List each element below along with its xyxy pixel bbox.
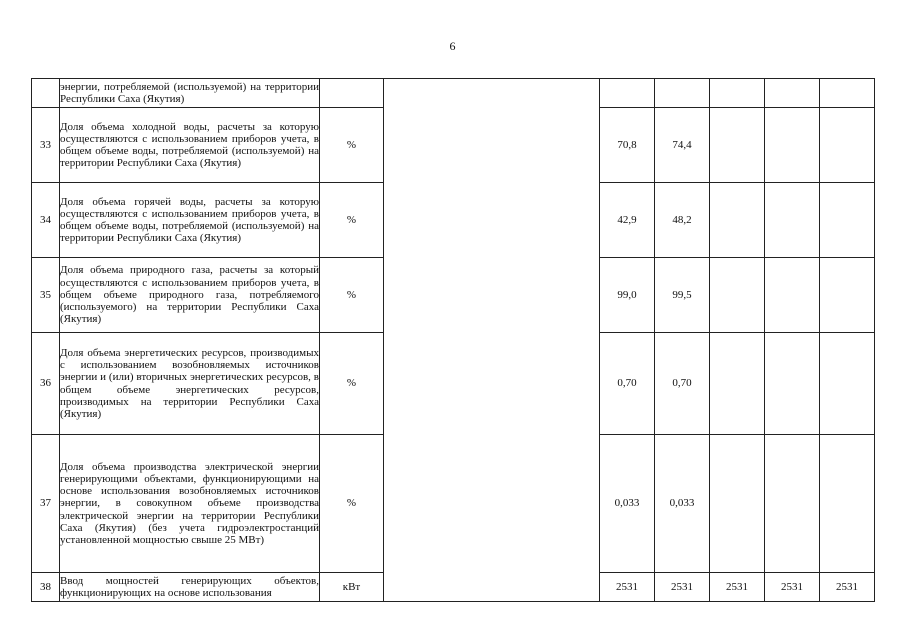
row-number [32,79,60,108]
value-cell [765,435,820,573]
value-cell [820,258,875,333]
value-cell [384,79,600,602]
row-number: 38 [32,573,60,602]
indicator-description: Доля объема холодной воды, расчеты за которую осуществляются с использованием приборов учета, в общем объеме воды, потребляемой (используемой) на территории Республики Саха (Якутия) [60,108,320,183]
value-cell: 2531 [600,573,655,602]
unit-cell: % [320,258,384,333]
unit-cell: кВт [320,573,384,602]
value-cell [710,333,765,435]
value-cell: 70,8 [600,108,655,183]
table-row [32,79,875,108]
value-cell: 2531 [765,573,820,602]
value-cell [600,79,655,108]
row-number: 36 [32,333,60,435]
value-cell [765,258,820,333]
value-cell [765,108,820,183]
value-cell: 99,5 [655,258,710,333]
indicator-description: Доля объема горячей воды, расчеты за которую осуществляются с использованием приборов учета, в общем объеме воды, потребляемой (используемой) на территории Республики Саха (Якутия) [60,183,320,258]
value-cell: 2531 [710,573,765,602]
unit-cell: % [320,333,384,435]
value-cell [710,79,765,108]
unit-cell: % [320,108,384,183]
value-cell [710,258,765,333]
value-cell: 0,033 [600,435,655,573]
page-number: 6 [449,39,456,53]
row-number: 33 [32,108,60,183]
value-cell [765,79,820,108]
unit-cell: % [320,183,384,258]
value-cell: 0,70 [600,333,655,435]
table-body [32,79,875,602]
value-cell: 0,70 [655,333,710,435]
value-cell: 99,0 [600,258,655,333]
value-cell: 74,4 [655,108,710,183]
unit-cell: % [320,435,384,573]
indicator-table [31,78,875,602]
value-cell [765,183,820,258]
value-cell [655,79,710,108]
value-cell: 42,9 [600,183,655,258]
row-number: 35 [32,258,60,333]
value-cell: 2531 [820,573,875,602]
value-cell: 2531 [655,573,710,602]
value-cell [820,183,875,258]
value-cell [820,108,875,183]
value-cell [710,108,765,183]
value-cell [765,333,820,435]
indicator-description: Доля объема энергетических ресурсов, производимых с использованием возобновляемых источников энергии и (или) вторичных энергетических ресурсов, в общем объеме энергетических ресурсов, производимых на территории Республики Саха (Якутия) [60,333,320,435]
indicator-description: Доля объема производства электрической энергии генерирующими объектами, функционирующими на основе использования возобновляемых источников энергии, в совокупном объеме производства электрической энергии на территории Республики Саха (Якутия) (без учета гидроэлектростанций установленной мощностью свыше 25 МВт) [60,435,320,573]
indicator-description: Доля объема природного газа, расчеты за который осуществляются с использованием приборов учета, в общем объеме природного газа, потребляемого (используемого) на территории Республики Саха (Якутия) [60,258,320,333]
value-cell: 48,2 [655,183,710,258]
value-cell [710,183,765,258]
value-cell [820,333,875,435]
value-cell [820,435,875,573]
value-cell: 0,033 [655,435,710,573]
row-number: 34 [32,183,60,258]
unit-cell [320,79,384,108]
row-number: 37 [32,435,60,573]
value-cell [820,79,875,108]
value-cell [710,435,765,573]
indicator-description: Ввод мощностей генерирующих объектов, функционирующих на основе использования [60,573,320,602]
indicator-description: энергии, потребляемой (используемой) на территории Республики Саха (Якутия) [60,79,320,108]
